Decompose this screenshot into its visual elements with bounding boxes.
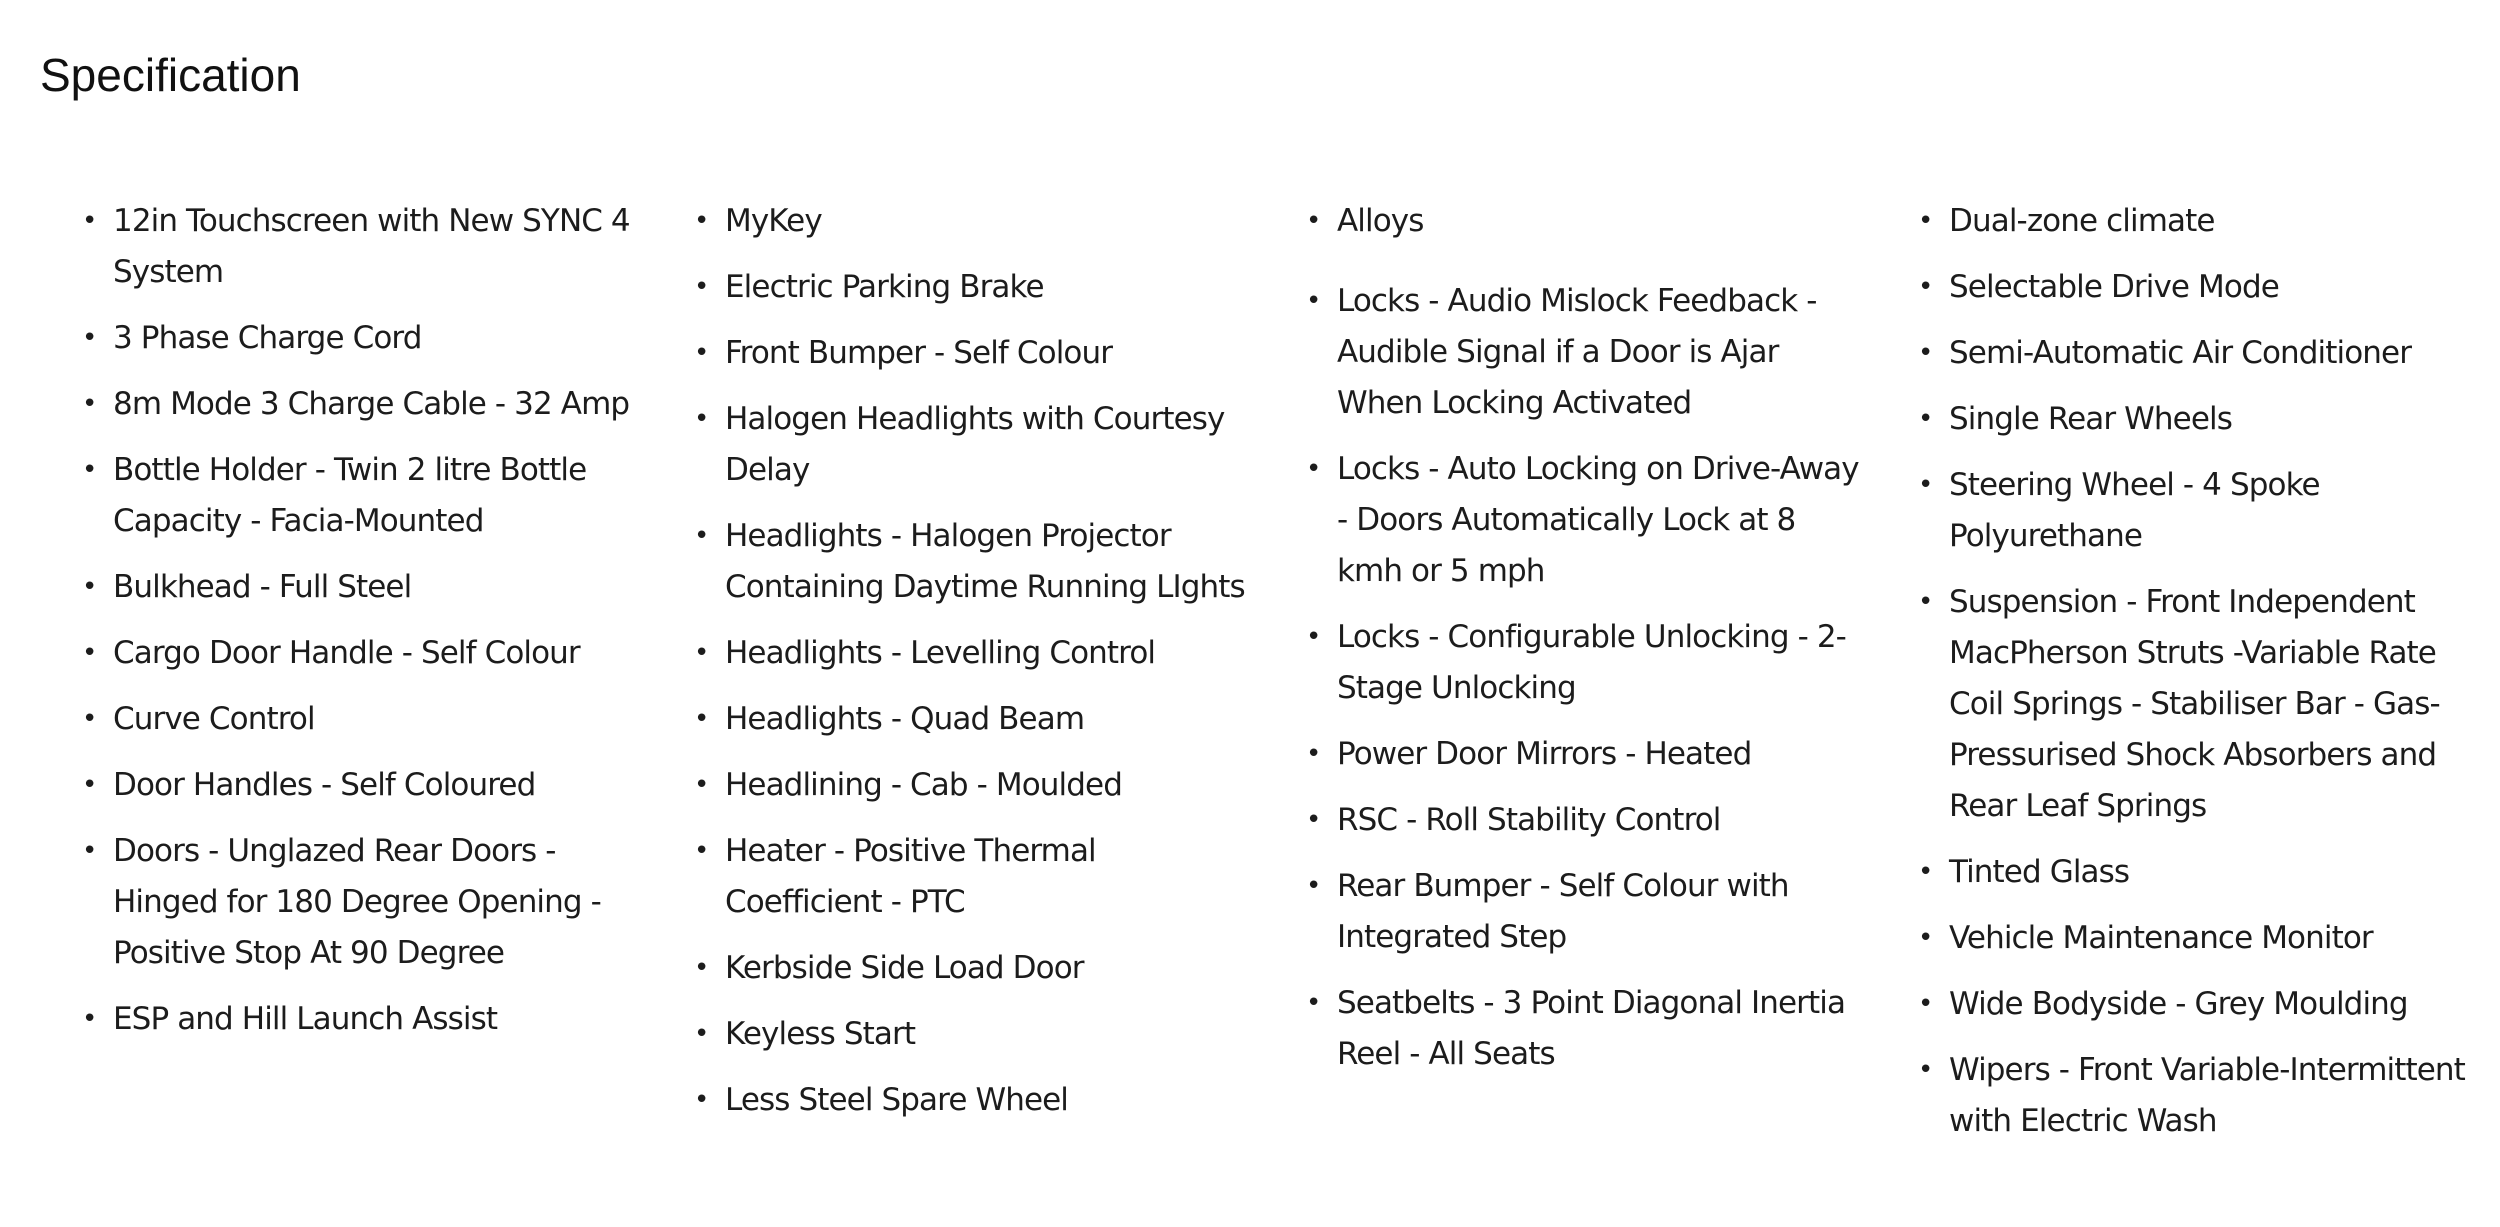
spec-item-text: 3 Phase Charge Cord — [113, 320, 422, 356]
spec-item-text: Kerbside Side Load Door — [725, 950, 1084, 986]
bullet-icon: • — [82, 572, 97, 602]
bullet-icon: • — [694, 272, 709, 302]
bullet-icon: • — [1306, 454, 1321, 484]
bullet-icon: • — [1918, 857, 1933, 887]
bullet-icon: • — [1306, 805, 1321, 835]
bullet-icon: • — [82, 638, 97, 668]
spec-item-text: Wipers - Front Variable-Intermittent with Electric Wash — [1949, 1052, 2465, 1139]
spec-item — [1306, 795, 1866, 846]
spec-item-text: Curve Control — [113, 701, 315, 737]
spec-item-text: Bulkhead - Full Steel — [113, 569, 412, 605]
bullet-icon: • — [82, 704, 97, 734]
spec-item — [1918, 394, 2478, 445]
bullet-icon: • — [1306, 739, 1321, 769]
spec-item — [694, 1075, 1254, 1126]
bullet-icon: • — [1918, 338, 1933, 368]
spec-item — [82, 826, 642, 979]
bullet-icon: • — [694, 338, 709, 368]
spec-item — [82, 379, 642, 430]
bullet-icon: • — [1918, 587, 1933, 617]
bullet-icon: • — [1918, 470, 1933, 500]
spec-item-text: Single Rear Wheels — [1949, 401, 2232, 437]
bullet-icon: • — [694, 206, 709, 236]
spec-item-text: Headlights - Quad Beam — [725, 701, 1085, 737]
spec-item-text: Bottle Holder - Twin 2 litre Bottle Capacity - Facia-Mounted — [113, 452, 587, 539]
spec-item-text: Alloys — [1337, 203, 1424, 239]
spec-item — [82, 994, 642, 1045]
bullet-icon: • — [694, 770, 709, 800]
bullet-icon: • — [1306, 871, 1321, 901]
spec-item-text: Headlights - Levelling Control — [725, 635, 1156, 671]
spec-item — [1306, 444, 1866, 597]
bullet-icon: • — [694, 1085, 709, 1115]
bullet-icon: • — [1306, 206, 1321, 236]
spec-item-text: Tinted Glass — [1949, 854, 2130, 890]
spec-item-text: Suspension - Front Independent MacPherson Struts -Variable Rate Coil Springs - Stabiliser Bar - Gas-Pressurised Shock Absorbers and Rear Leaf Springs — [1949, 584, 2440, 824]
spec-item-text: ESP and Hill Launch Assist — [113, 1001, 498, 1037]
specification-list — [0, 196, 2500, 1196]
bullet-icon: • — [694, 1019, 709, 1049]
bullet-icon: • — [1918, 404, 1933, 434]
spec-item — [694, 760, 1254, 811]
spec-item-text: Less Steel Spare Wheel — [725, 1082, 1068, 1118]
spec-item — [1918, 979, 2478, 1030]
spec-item-text: Locks - Audio Mislock Feedback - Audible Signal if a Door is Ajar When Locking Activated — [1337, 283, 1817, 421]
spec-item — [694, 1009, 1254, 1060]
spec-item — [1918, 460, 2478, 562]
spec-item-text: Keyless Start — [725, 1016, 916, 1052]
spec-column-4 — [1918, 196, 2478, 1162]
spec-item-text: Cargo Door Handle - Self Colour — [113, 635, 580, 671]
bullet-icon: • — [1918, 272, 1933, 302]
bullet-icon: • — [694, 521, 709, 551]
bullet-icon: • — [82, 455, 97, 485]
spec-item — [694, 196, 1254, 247]
spec-item — [694, 511, 1254, 613]
bullet-icon: • — [82, 389, 97, 419]
spec-item-text: Front Bumper - Self Colour — [725, 335, 1113, 371]
spec-item — [1918, 328, 2478, 379]
spec-item-text: Doors - Unglazed Rear Doors - Hinged for 180 Degree Opening - Positive Stop At 90 Degree — [113, 833, 601, 971]
spec-item — [694, 394, 1254, 496]
spec-item-text: Vehicle Maintenance Monitor — [1949, 920, 2373, 956]
bullet-icon: • — [82, 206, 97, 236]
spec-column-2 — [694, 196, 1254, 1141]
spec-item — [82, 694, 642, 745]
spec-item — [694, 328, 1254, 379]
spec-item — [694, 262, 1254, 313]
spec-column-3 — [1306, 196, 1866, 1095]
spec-item-text: Halogen Headlights with Courtesy Delay — [725, 401, 1225, 488]
spec-item-text: Steering Wheel - 4 Spoke Polyurethane — [1949, 467, 2320, 554]
page-title: Specification — [40, 49, 301, 101]
spec-item — [1306, 612, 1866, 714]
bullet-icon: • — [1306, 286, 1321, 316]
spec-item-text: RSC - Roll Stability Control — [1337, 802, 1721, 838]
spec-item-text: Seatbelts - 3 Point Diagonal Inertia Reel - All Seats — [1337, 985, 1846, 1072]
bullet-icon: • — [1306, 622, 1321, 652]
bullet-icon: • — [82, 1004, 97, 1034]
spec-item-text: Semi-Automatic Air Conditioner — [1949, 335, 2412, 371]
spec-item-text: MyKey — [725, 203, 822, 239]
bullet-icon: • — [1306, 988, 1321, 1018]
spec-item — [82, 313, 642, 364]
bullet-icon: • — [82, 836, 97, 866]
spec-item-text: Headlights - Halogen Projector Containing Daytime Running LIghts — [725, 518, 1245, 605]
spec-item — [1306, 978, 1866, 1080]
bullet-icon: • — [1918, 1055, 1933, 1085]
bullet-icon: • — [694, 404, 709, 434]
spec-item-text: Heater - Positive Thermal Coefficient - PTC — [725, 833, 1096, 920]
spec-item — [1918, 196, 2478, 247]
spec-column-1 — [82, 196, 642, 1060]
spec-item — [1306, 729, 1866, 780]
spec-item — [1918, 1045, 2478, 1147]
spec-item — [1918, 913, 2478, 964]
bullet-icon: • — [694, 953, 709, 983]
spec-item-text: 12in Touchscreen with New SYNC 4 System — [113, 203, 630, 290]
spec-item-text: Locks - Configurable Unlocking - 2-Stage Unlocking — [1337, 619, 1846, 706]
bullet-icon: • — [82, 770, 97, 800]
spec-item — [1306, 276, 1866, 429]
spec-item — [1306, 196, 1866, 247]
bullet-icon: • — [1918, 989, 1933, 1019]
bullet-icon: • — [694, 704, 709, 734]
bullet-icon: • — [1918, 923, 1933, 953]
bullet-icon: • — [694, 836, 709, 866]
spec-item — [1918, 262, 2478, 313]
spec-item — [82, 628, 642, 679]
spec-item — [1918, 847, 2478, 898]
spec-item — [82, 760, 642, 811]
spec-item-text: Wide Bodyside - Grey Moulding — [1949, 986, 2408, 1022]
bullet-icon: • — [82, 323, 97, 353]
bullet-icon: • — [1918, 206, 1933, 236]
spec-item-text: 8m Mode 3 Charge Cable - 32 Amp — [113, 386, 630, 422]
spec-item-text: Locks - Auto Locking on Drive-Away - Doors Automatically Lock at 8 kmh or 5 mph — [1337, 451, 1859, 589]
spec-item-text: Selectable Drive Mode — [1949, 269, 2279, 305]
spec-item — [82, 562, 642, 613]
spec-item — [694, 826, 1254, 928]
spec-item-text: Electric Parking Brake — [725, 269, 1044, 305]
spec-item-text: Headlining - Cab - Moulded — [725, 767, 1122, 803]
spec-item-text: Power Door Mirrors - Heated — [1337, 736, 1752, 772]
spec-item — [82, 196, 642, 298]
spec-item-text: Dual-zone climate — [1949, 203, 2215, 239]
spec-item — [694, 694, 1254, 745]
spec-item-text: Rear Bumper - Self Colour with Integrated Step — [1337, 868, 1789, 955]
spec-item — [694, 628, 1254, 679]
spec-item — [82, 445, 642, 547]
spec-item — [1918, 577, 2478, 832]
spec-item-text: Door Handles - Self Coloured — [113, 767, 536, 803]
spec-item — [1306, 861, 1866, 963]
bullet-icon: • — [694, 638, 709, 668]
spec-item — [694, 943, 1254, 994]
